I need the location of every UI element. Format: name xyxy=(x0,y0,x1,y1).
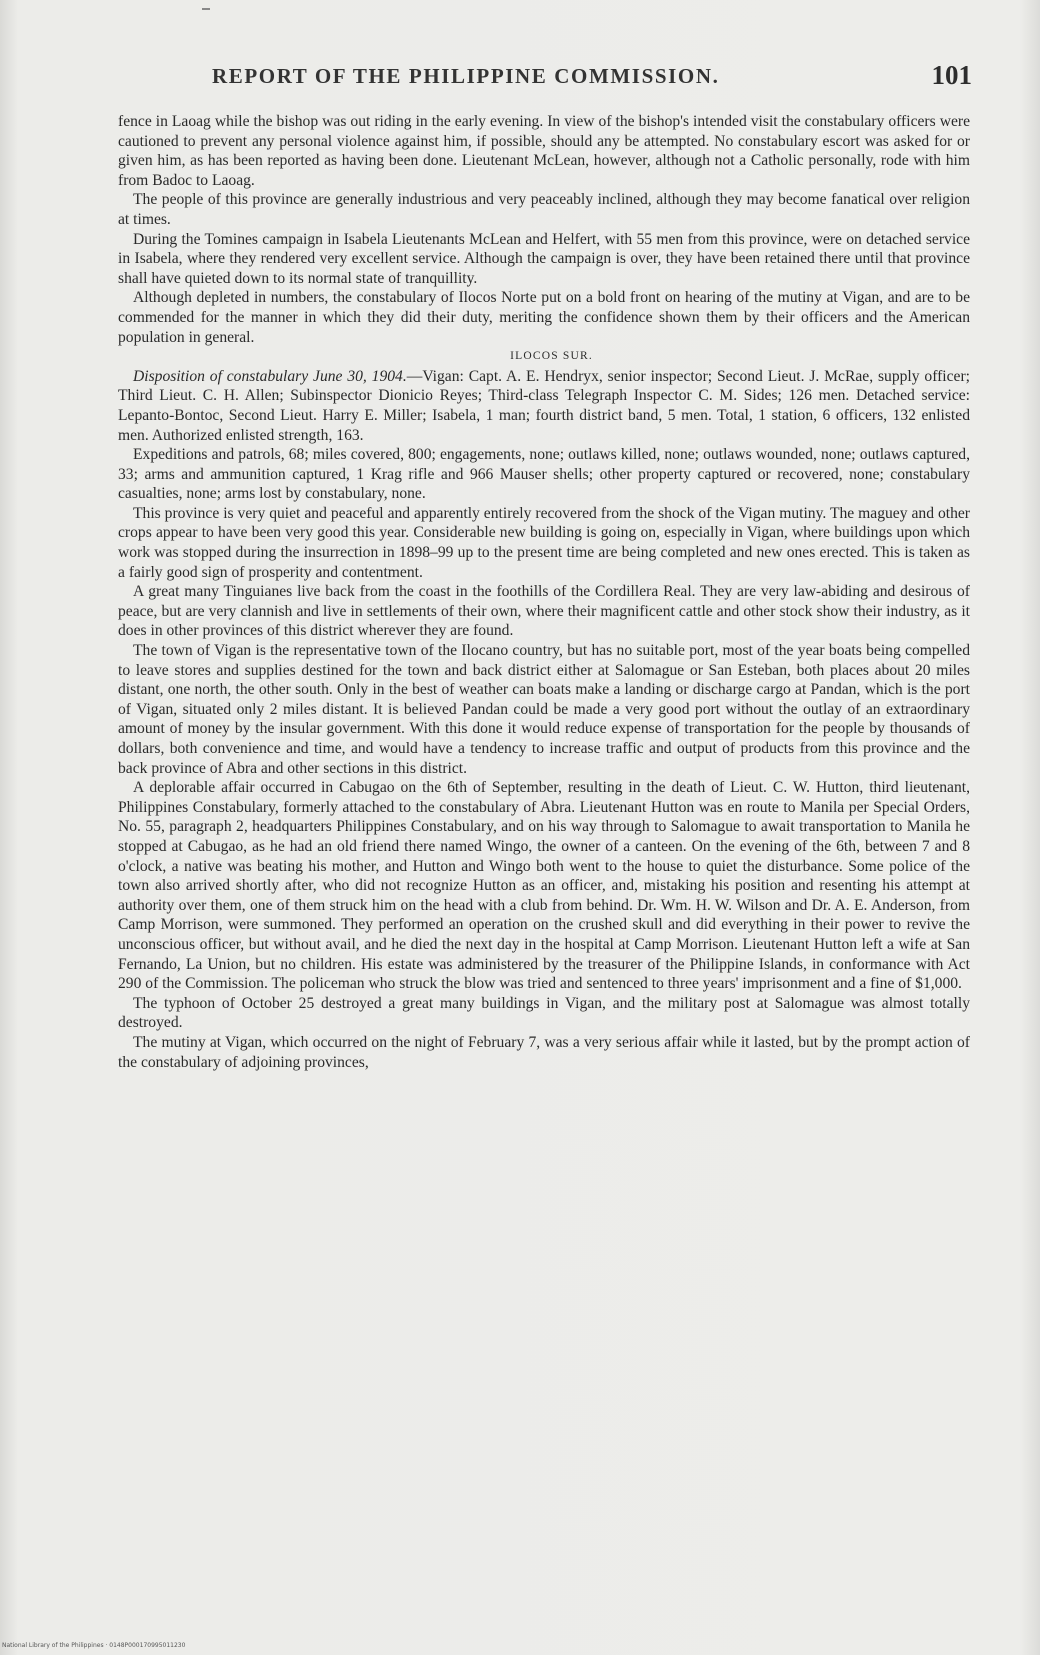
paragraph: Expeditions and patrols, 68; miles covered, 800; engagements, none; outlaws killed, none; outlaws wounded, none; outlaws captured, 33; arms and ammunition captured, 1 Krag rifle and 966 Mauser shells; other property captured or recovered, none; constabulary casualties, none; arms lost by constabulary, none. xyxy=(118,446,970,503)
scan-footer: National Library of the Philippines · 0148P000170995011230 xyxy=(2,1642,186,1649)
disposition-text: —Vigan: Capt. A. E. Hendryx, senior inspector; Second Lieut. J. McRae, supply officer; Third Lieut. C. H. Allen; Subinspector Dionicio Reyes; Third-class Telegraph Inspector C. M. Sides; 126 men. Detached service: Lepanto-Bontoc, Second Lieut. Harry E. Miller; Isabela, 1 man; fourth district band, 5 men. Total, 1 station, 6 officers, 132 enlisted men. Authorized enlisted strength, 163. xyxy=(118,367,970,444)
page-header xyxy=(212,62,972,96)
paragraph: The town of Vigan is the representative town of the Ilocano country, but has no suitable port, most of the year boats being compelled to leave stores and supplies destined for the town and back district either at Salomague or San Esteban, both places about 20 miles distant, one north, the other south. Only in the best of weather can boats make a landing or discharge cargo at Pandan, which is the port of Vigan, situated only 2 miles distant. It is believed Pandan could be made a very good port without the outlay of an extraordinary amount of money by the insular government. With this done it would reduce expense of transportation for the people by thousands of dollars, both convenience and time, and would have a tendency to increase traffic and output of products from this province and the back province of Abra and other sections in this district. xyxy=(118,642,970,777)
paragraph: Although depleted in numbers, the constabulary of Ilocos Norte put on a bold front on hearing of the mutiny at Vigan, and are to be commended for the manner in which they did their duty, meriting the confidence shown them by their officers and the American population in general. xyxy=(118,289,970,346)
page-number: 101 xyxy=(931,60,972,90)
paragraph: A deplorable affair occurred in Cabugao on the 6th of September, resulting in the death of Lieut. C. W. Hutton, third lieutenant, Philippines Constabulary, formerly attached to the constabulary of Abra. Lieutenant Hutton was en route to Manila per Special Orders, No. 55, paragraph 2, headquarters Philippines Constabulary, and on his way through to Salomague to await transportation to Manila he stopped at Cabugao, as he had an old friend there named Wingo, the owner of a canteen. On the evening of the 6th, between 7 and 8 o'clock, a native was beating his mother, and Hutton and Wingo both went to the house to quiet the disturbance. Some police of the town also arrived shortly after, who did not recognize Hutton as an officer, and, mistaking his position and resenting his attempt at authority over them, one of them struck him on the head with a club from behind. Dr. Wm. H. W. Wilson and Dr. A. E. Anderson, from Camp Morrison, were summoned. They performed an operation on the crushed skull and did everything in their power to revive the unconscious officer, but without avail, and he died the next day in the hospital at Camp Morrison. Lieutenant Hutton left a wife at San Fernando, La Union, but no children. His estate was administered by the treasurer of the Philippine Islands, in conformance with Act 290 of the Commission. The policeman who struck the blow was tried and sentenced to three years' imprisonment and a fine of $1,000. xyxy=(118,779,970,993)
section-heading: ILOCOS SUR. xyxy=(510,350,593,363)
running-head: REPORT OF THE PHILIPPINE COMMISSION. xyxy=(212,64,720,88)
paragraph: During the Tomines campaign in Isabela Lieutenants McLean and Helfert, with 55 men from this province, were on detached service in Isabela, where they rendered very excellent service. Although the campaign is over, they have been retained there until that province shall have quieted down to its normal state of tranquillity. xyxy=(118,230,970,287)
paragraph: A great many Tinguianes live back from the coast in the foothills of the Cordillera Real. They are very law-abiding and desirous of peace, but are very clannish and live in settlements of their own, where their magnificent cattle and other stock show their industry, as it does in other provinces of this district wherever they are found. xyxy=(118,583,970,640)
paragraph: The typhoon of October 25 destroyed a great many buildings in Vigan, and the military post at Salomague was almost totally destroyed. xyxy=(118,994,970,1032)
body-text xyxy=(118,112,970,1072)
paragraph: The mutiny at Vigan, which occurred on the night of February 7, was a very serious affair while it lasted, but by the prompt action of the constabulary of adjoining provinces, xyxy=(118,1033,970,1071)
scan-mark xyxy=(202,8,210,10)
disposition-lead: Disposition of constabulary June 30, 1904. xyxy=(133,367,407,385)
paragraph: fence in Laoag while the bishop was out riding in the early evening. In view of the bishop's intended visit the constabulary officers were cautioned to prevent any personal violence against him, if possible, should any be attempted. No constabulary escort was asked for or given him, as has been reported as having been done. Lieutenant McLean, however, although not a Catholic personally, rode with him from Badoc to Laoag. xyxy=(118,113,970,189)
paragraph: This province is very quiet and peaceful and apparently entirely recovered from the shock of the Vigan mutiny. The maguey and other crops appear to have been very good this year. Considerable new building is going on, especially in Vigan, where buildings upon which work was stopped during the insurrection in 1898–99 up to the present time are being completed and new ones erected. This is taken as a fairly good sign of prosperity and contentment. xyxy=(118,504,970,581)
paragraph: The people of this province are generally industrious and very peaceably inclined, although they may become fanatical over religion at times. xyxy=(118,191,970,228)
disposition-paragraph xyxy=(118,367,970,445)
